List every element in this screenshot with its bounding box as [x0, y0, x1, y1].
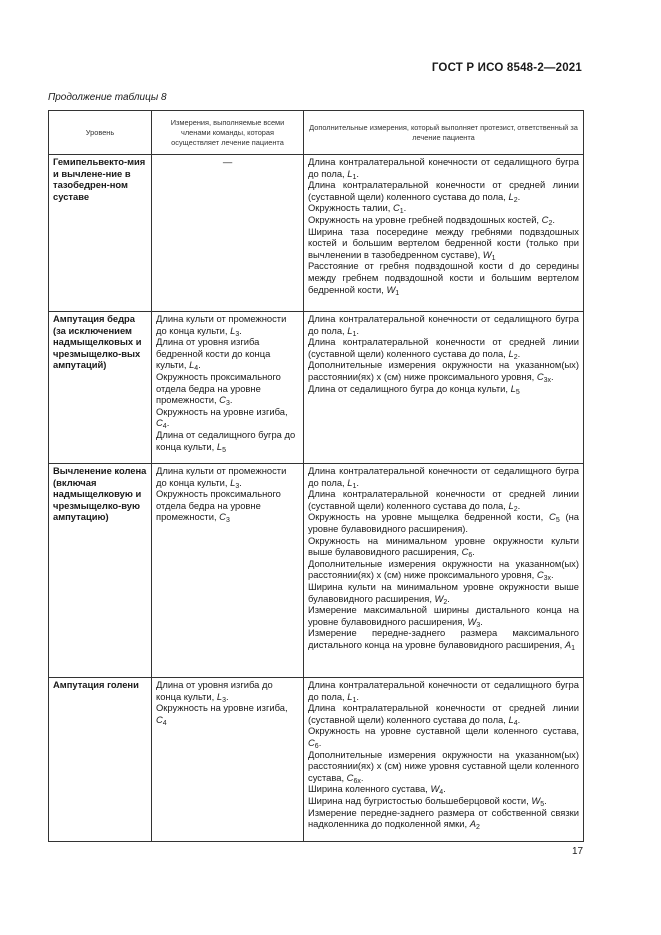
measurement-line: Ширина над бугристостью большеберцовой кости, $W_5$. — [308, 794, 547, 808]
column-header-extra-measurements: Дополнительные измерения, который выполняет протезист, ответственный за лечение пациента — [304, 111, 584, 155]
measurement-subscript: 1 — [352, 696, 357, 704]
measurement-symbol: L — [216, 440, 223, 452]
measurement-subscript: 6 — [314, 742, 319, 750]
measurement-symbol: C — [346, 771, 354, 783]
measurement-symbol: C — [461, 546, 469, 558]
document-header: ГОСТ Р ИСО 8548-2—2021 — [431, 62, 582, 74]
measurement-symbol: L — [189, 359, 195, 371]
measurement-symbol: L — [347, 690, 353, 702]
measurement-symbol: A — [469, 818, 476, 830]
measurement-line: Длина культи от промежности до конца культи, $L_3$. — [156, 313, 287, 338]
measurement-line: Длина контралатеральной конечности от средней линии (суставной щели) коленного сустава до пола, $L_2$. — [308, 336, 579, 361]
page-number: 17 — [572, 846, 584, 857]
measurement-line: Окружность на уровне мыщелка бедренной кости, $C_5$ (на уровне булавовидного расширения). — [308, 511, 579, 534]
measurement-symbol: C — [156, 713, 163, 725]
measurement-symbol: C — [219, 394, 226, 406]
measurement-symbol: L — [230, 324, 236, 336]
measurement-line: Длина контралатеральной конечности от седалищного бугра до пола, $L_1$. — [308, 679, 579, 704]
measurement-subscript: 3 — [235, 482, 240, 490]
measurement-symbol: L — [508, 499, 514, 511]
measurement-line: Окружность на уровне изгиба, $C_4$ — [156, 702, 288, 727]
measurement-symbol: C — [308, 736, 315, 748]
measurement-line: Окружность на уровне суставной щели коленного сустава, $C_6$. — [308, 725, 579, 750]
measurement-subscript: 5 — [555, 517, 560, 525]
level-cell: Гемипельвекто-мия и вычлене-ние в тазобедрен-ном суставе — [49, 155, 152, 312]
measurement-line: Длина контралатеральной конечности от седалищного бугра до пола, $L_1$. — [308, 465, 579, 490]
measurement-line: Дополнительные измерения окружности на указанном(ых) расстоянии(ях) x (см) ниже уровня суставной щели коленного сустава, $C_{6x}$. — [308, 748, 579, 785]
measurement-line: Окружность проксимального отдела бедра на уровне промежности, $C_3$. — [156, 370, 281, 408]
measurement-symbol: C — [541, 213, 549, 225]
measurement-subscript: 3 — [225, 400, 230, 408]
measurement-subscript: 2 — [513, 196, 518, 204]
measurement-subscript: 3 — [225, 517, 230, 525]
measurement-subscript: 1 — [571, 644, 576, 652]
measurement-line: Окружность талии, $C_1$. — [308, 202, 407, 216]
measurement-line: Окружность проксимального отдела бедра на уровне промежности, $C_3$ — [156, 488, 281, 525]
measurement-line: Расстояние от гребня подвздошной кости d до середины между гребнем подвздошной кости и большим вертелом бедренной кости, $W_1$ — [308, 260, 579, 297]
measurement-line: Измерение максимальной ширины дистального конца на уровне булавовидного расширения, $W_3$. — [308, 604, 579, 629]
table-row — [49, 464, 584, 678]
measurement-symbol: L — [508, 713, 514, 725]
measurement-line: Ширина таза посередине между гребнями подвздошных костей и большим вертелом бедренной кости (только при вычленении в тазобедренном суставе), $W_1$ — [308, 225, 579, 262]
measurement-line: Длина от седалищного бугра до конца культи, $L_5$ — [308, 382, 520, 396]
measurement-symbol: W — [482, 248, 492, 260]
table-caption: Продолжение таблицы 8 — [48, 92, 167, 103]
measurement-subscript: 3 — [222, 696, 226, 704]
measurement-subscript: 2 — [443, 598, 448, 606]
measurement-line: Дополнительные измерения окружности на указанном(ых) расстоянии(ях) x (см) ниже проксимального уровня, $C_{3x}$. — [308, 359, 579, 384]
column-header-level: Уровень — [49, 111, 152, 155]
measurement-subscript: 3x — [543, 376, 552, 384]
measurement-subscript: 3x — [543, 575, 552, 583]
measurement-line: Длина контралатеральной конечности от средней линии (суставной щели) коленного сустава до пола, $L_2$. — [308, 179, 579, 204]
measurements-table — [48, 110, 584, 842]
measurement-subscript: 5 — [540, 800, 545, 808]
measurement-symbol: L — [508, 347, 514, 359]
measurement-line: Ширина культи на минимальном уровне окружности выше булавовидного расширения, $W_2$. — [308, 580, 579, 606]
measurement-subscript: 1 — [352, 173, 357, 181]
measurement-line: Ширина коленного сустава, $W_4$. — [308, 783, 446, 797]
measurement-subscript: 1 — [395, 289, 400, 297]
measurement-symbol: L — [347, 167, 353, 179]
table-header-row — [49, 111, 584, 155]
measurement-subscript: 5 — [515, 388, 520, 396]
measurement-symbol: W — [531, 794, 541, 806]
level-cell: Ампутация голени — [49, 678, 152, 842]
measurement-subscript: 2 — [475, 824, 480, 832]
measurement-line: Длина культи от промежности до конца культи, $L_3$. — [156, 465, 287, 490]
measurement-symbol: W — [434, 592, 444, 604]
measurement-line: Дополнительные измерения окружности на указанном(ых) расстоянии(ях) x (см) ниже проксимального уровня, $C_{3x}$. — [308, 557, 579, 583]
table-row — [49, 312, 584, 464]
measurement-symbol: W — [467, 615, 477, 627]
measurement-symbol: C — [392, 202, 400, 214]
level-cell: Ампутация бедра (за исключением надмыщелковых и чрезмыщелко-вых ампутаций) — [49, 312, 152, 464]
measurement-line: Измерение передне-заднего размера максимального дистального конца на уровне булавовидного расширения, $A_1$ — [308, 627, 579, 652]
measurement-subscript: 2 — [513, 505, 518, 513]
measurement-line: Длина от седалищного бугра до конца культи, $L_5$ — [156, 428, 296, 454]
measurement-line: Длина контралатеральной конечности от седалищного бугра до пола, $L_1$. — [308, 156, 579, 181]
measurement-symbol: C — [536, 569, 544, 581]
measurement-subscript: 1 — [491, 254, 496, 262]
measurement-subscript: 5 — [222, 446, 226, 454]
measurement-line: Окружность на уровне гребней подвздошных костей, $C_2$. — [308, 213, 555, 227]
measurement-subscript: 4 — [162, 719, 167, 727]
measurement-symbol: A — [564, 638, 572, 650]
measurement-subscript: 1 — [352, 482, 357, 490]
measurement-subscript: 4 — [162, 423, 167, 431]
measurement-symbol: L — [508, 190, 514, 202]
measurement-symbol: L — [216, 690, 223, 702]
measurement-line: Длина от уровня изгиба бедренной кости до конца культи, $L_4$. — [156, 336, 271, 373]
measurement-subscript: 4 — [513, 719, 518, 727]
measurement-symbol: L — [510, 382, 516, 394]
measurement-subscript: 4 — [194, 365, 199, 373]
measurement-line: Измерение передне-заднего размера от собственной связки надколенника до подколенной ямки, $A_2$ — [308, 806, 579, 832]
measurement-symbol: C — [156, 417, 163, 429]
measurement-symbol: C — [219, 511, 226, 523]
measurement-subscript: 2 — [548, 219, 553, 227]
measurement-symbol: L — [347, 324, 353, 336]
measurement-subscript: 4 — [439, 789, 444, 797]
measurement-line: Окружность на минимальном уровне окружности культи выше булавовидного расширения, $C_6$. — [308, 534, 579, 560]
team-measurements-cell — [152, 464, 304, 678]
measurement-symbol: C — [536, 370, 544, 382]
measurement-line: — — [222, 156, 233, 167]
measurement-symbol: L — [347, 476, 353, 488]
extra-measurements-cell — [304, 155, 584, 312]
team-measurements-cell — [152, 155, 304, 312]
measurement-symbol: C — [549, 511, 556, 523]
column-header-team-measurements: Измерения, выполняемые всеми членами команды, которая осуществляет лечение пациента — [152, 111, 304, 155]
measurement-subscript: 2 — [513, 353, 518, 361]
measurement-line: Длина от уровня изгиба до конца культи, $L_3$. — [156, 679, 273, 704]
extra-measurements-cell — [304, 678, 584, 842]
measurement-line: Длина контралатеральной конечности от седалищного бугра до пола, $L_1$. — [308, 313, 579, 338]
extra-measurements-cell — [304, 464, 584, 678]
measurement-subscript: 1 — [399, 208, 404, 216]
table-row — [49, 155, 584, 312]
level-cell: Вычленение колена (включая надмыщелковую и чрезмыщелко-вую ампутацию) — [49, 464, 152, 678]
measurement-subscript: 3 — [235, 330, 240, 338]
measurement-symbol: W — [386, 283, 396, 295]
table-row — [49, 678, 584, 842]
measurement-symbol: W — [430, 783, 440, 795]
measurement-subscript: 1 — [352, 330, 357, 338]
measurement-line: Длина контралатеральной конечности от средней линии (суставной щели) коленного сустава до пола, $L_2$. — [308, 488, 579, 513]
measurement-line: Окружность на уровне изгиба, $C_4$. — [156, 405, 288, 431]
extra-measurements-cell — [304, 312, 584, 464]
measurement-line: Длина контралатеральной конечности от средней линии (суставной щели) коленного сустава до пола, $L_4$. — [308, 702, 579, 727]
measurement-symbol: L — [230, 476, 236, 488]
measurement-subscript: 6x — [353, 777, 361, 785]
measurement-subscript: 3 — [476, 621, 481, 629]
measurement-subscript: 6 — [468, 552, 473, 560]
team-measurements-cell — [152, 312, 304, 464]
team-measurements-cell — [152, 678, 304, 842]
